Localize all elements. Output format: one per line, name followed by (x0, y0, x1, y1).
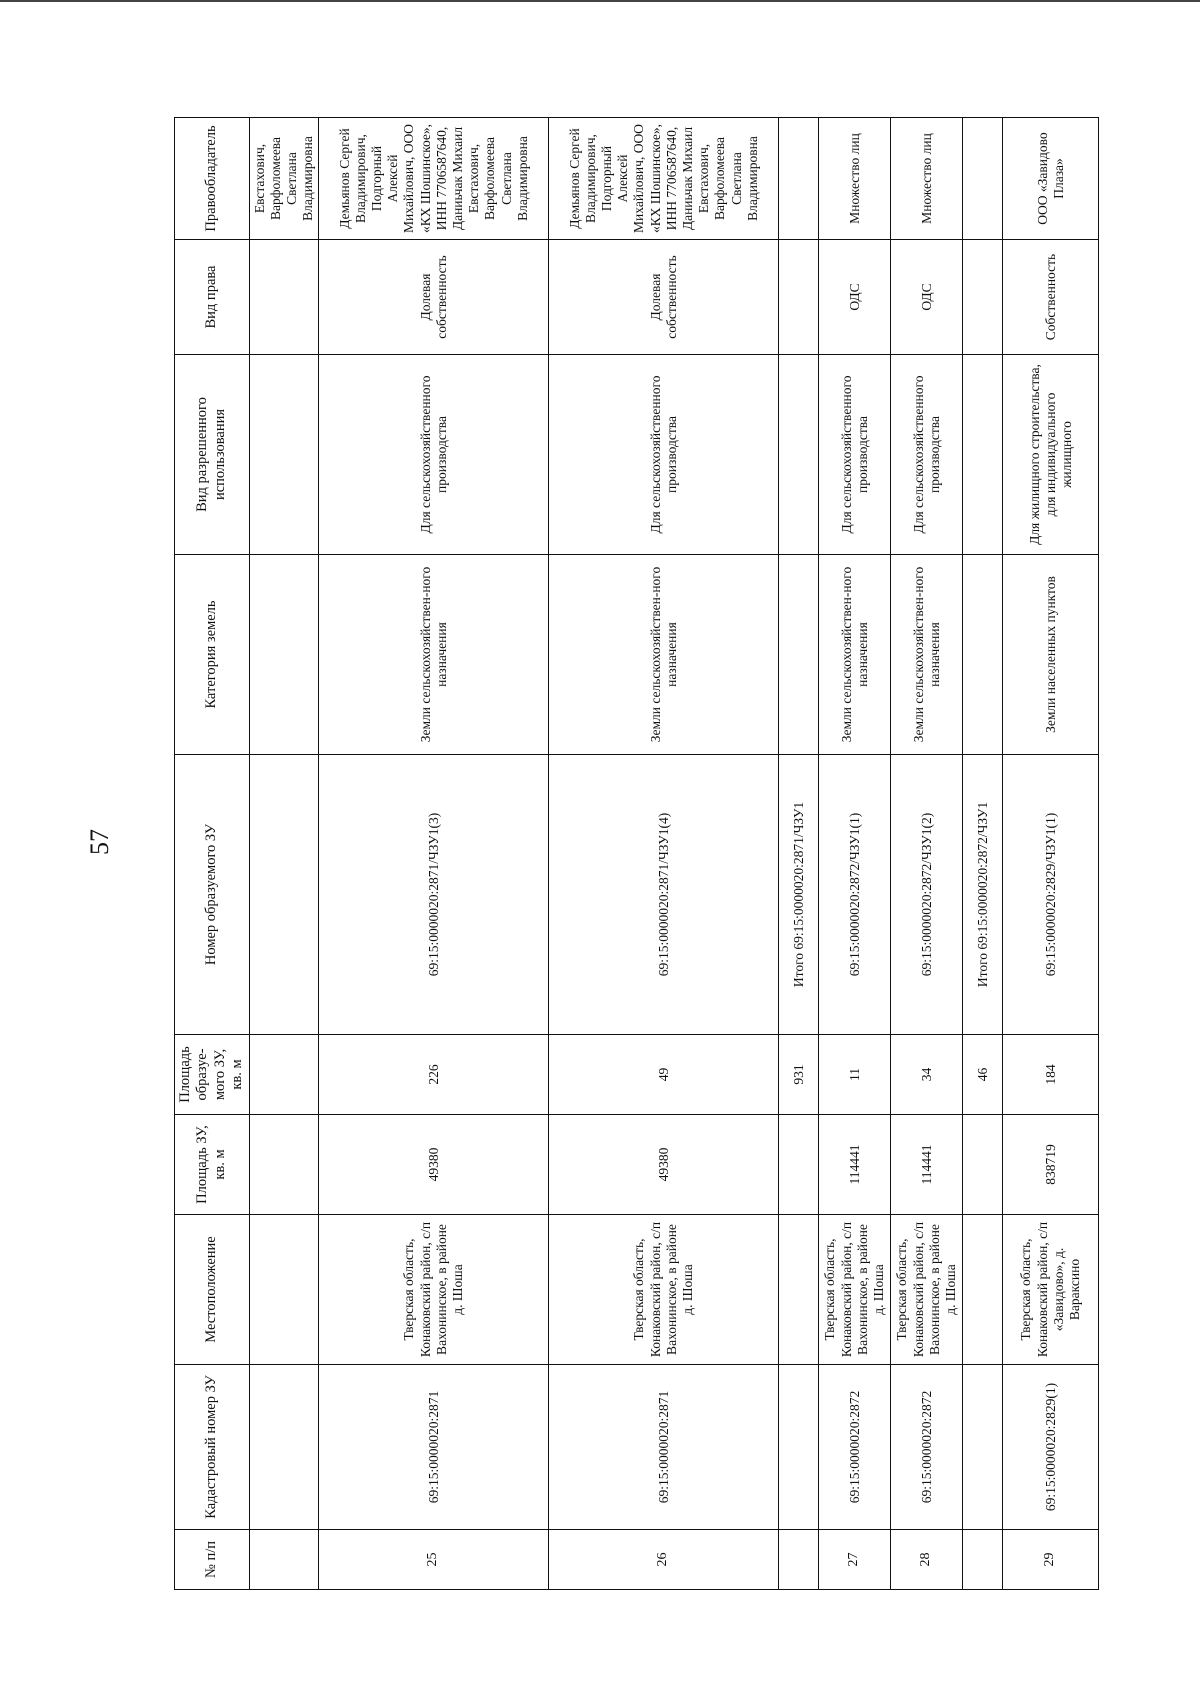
cell-use (249, 355, 319, 555)
cell-new-number: 69:15:0000020:2829/ЧЗУ1(1) (1003, 755, 1099, 1035)
cell-area: 114441 (819, 1115, 891, 1215)
cell-right (779, 240, 819, 355)
header-num: № п/п (175, 1530, 250, 1590)
cell-use: Для сельскохозяйственного производства (819, 355, 891, 555)
cell-num: 28 (891, 1530, 963, 1590)
cell-location (779, 1215, 819, 1365)
cell-num: 26 (549, 1530, 779, 1590)
header-row (175, 118, 250, 1590)
cell-location: Тверская область, Конаковский район, с/п Вахонинское, в районе д. Шоша (819, 1215, 891, 1365)
cell-location: Тверская область, Конаковский район, с/п Вахонинское, в районе д. Шоша (549, 1215, 779, 1365)
header-new-number: Номер образуемого ЗУ (175, 755, 250, 1035)
header-category: Категория земель (175, 555, 250, 755)
cell-cadastral (249, 1365, 319, 1530)
cell-area-new: 11 (819, 1035, 891, 1115)
cell-category (249, 555, 319, 755)
cell-num (779, 1530, 819, 1590)
cell-right (249, 240, 319, 355)
header-area-new: Площадь образуе-мого ЗУ, кв. м (175, 1035, 250, 1115)
cell-owner: Демьянов Сергей Владимирович, Подгорный Алексей Михайлович, ООО «КХ Шошинское», ИНН 7706587640, Даниьчак Михаил Евстахович, Варфоломеева Светлана Владимировна (549, 118, 779, 240)
cell-cadastral: 69:15:0000020:2871 (319, 1365, 549, 1530)
cell-area-new (249, 1035, 319, 1115)
cell-use: Для жилищного строительства, для индивидуального жилищного (1003, 355, 1099, 555)
cell-location (963, 1215, 1003, 1365)
cell-num: 29 (1003, 1530, 1099, 1590)
header-use: Вид разрешенного использования (175, 355, 250, 555)
cell-area (963, 1115, 1003, 1215)
cell-use (963, 355, 1003, 555)
table-row (249, 118, 319, 1590)
cell-owner: Демьянов Сергей Владимирович, Подгорный Алексей Михайлович, ООО «КХ Шошинское», ИНН 7706587640, Даниьчак Михаил Евстахович, Варфоломеева Светлана Владимировна (319, 118, 549, 240)
cell-owner (779, 118, 819, 240)
cell-area-new: 49 (549, 1035, 779, 1115)
header-area: Площадь ЗУ, кв. м (175, 1115, 250, 1215)
cell-new-number: Итого 69:15:0000020:2871/ЧЗУ1 (779, 755, 819, 1035)
scan-edge (0, 0, 1200, 2)
cell-area: 114441 (891, 1115, 963, 1215)
table-row (1003, 118, 1099, 1590)
cell-right: Долевая собственность (549, 240, 779, 355)
header-owner: Правообладатель (175, 118, 250, 240)
cell-cadastral: 69:15:0000020:2871 (549, 1365, 779, 1530)
cell-location: Тверская область, Конаковский район, с/п «Завидово», д. Вараксино (1003, 1215, 1099, 1365)
cell-new-number: Итого 69:15:0000020:2872/ЧЗУ1 (963, 755, 1003, 1035)
cell-num: 27 (819, 1530, 891, 1590)
cell-area: 49380 (319, 1115, 549, 1215)
cell-right: Долевая собственность (319, 240, 549, 355)
cell-cadastral (779, 1365, 819, 1530)
cell-owner: Евстахович, Варфоломеева Светлана Владимировна (249, 118, 319, 240)
cell-category (963, 555, 1003, 755)
header-location: Местоположение (175, 1215, 250, 1365)
cell-location: Тверская область, Конаковский район, с/п Вахонинское, в районе д. Шоша (891, 1215, 963, 1365)
table-row (819, 118, 891, 1590)
cell-area (779, 1115, 819, 1215)
cell-num (963, 1530, 1003, 1590)
cell-category: Земли сельскохозяйствен-ного назначения (891, 555, 963, 755)
cell-location (249, 1215, 319, 1365)
table-row-total (779, 118, 819, 1590)
cell-right: Собственность (1003, 240, 1099, 355)
cell-right: ОДС (891, 240, 963, 355)
cell-cadastral: 69:15:0000020:2829(1) (1003, 1365, 1099, 1530)
table-row (891, 118, 963, 1590)
land-plots-table (174, 117, 1099, 1590)
table-row (319, 118, 549, 1590)
cell-category: Земли сельскохозяйствен-ного назначения (819, 555, 891, 755)
cell-owner: Множество лиц (819, 118, 891, 240)
cell-area: 49380 (549, 1115, 779, 1215)
page-number: 57 (85, 829, 114, 855)
table-row (549, 118, 779, 1590)
cell-use: Для сельскохозяйственного производства (549, 355, 779, 555)
table-row-total (963, 118, 1003, 1590)
cell-owner: Множество лиц (891, 118, 963, 240)
cell-cadastral (963, 1365, 1003, 1530)
cell-use: Для сельскохозяйственного производства (319, 355, 549, 555)
cell-owner: ООО «Завидово Плаза» (1003, 118, 1099, 240)
cell-num: 25 (319, 1530, 549, 1590)
cell-category: Земли сельскохозяйствен-ного назначения (319, 555, 549, 755)
cell-right: ОДС (819, 240, 891, 355)
cell-category: Земли сельскохозяйствен-ного назначения (549, 555, 779, 755)
cell-area-new: 46 (963, 1035, 1003, 1115)
cell-new-number (249, 755, 319, 1035)
cell-cadastral: 69:15:0000020:2872 (891, 1365, 963, 1530)
cell-use: Для сельскохозяйственного производства (891, 355, 963, 555)
header-cadastral: Кадастровый номер ЗУ (175, 1365, 250, 1530)
cell-new-number: 69:15:0000020:2872/ЧЗУ1(2) (891, 755, 963, 1035)
cell-new-number: 69:15:0000020:2871/ЧЗУ1(3) (319, 755, 549, 1035)
cell-new-number: 69:15:0000020:2872/ЧЗУ1(1) (819, 755, 891, 1035)
land-plots-table-wrapper (174, 118, 1086, 1590)
cell-location: Тверская область, Конаковский район, с/п Вахонинское, в районе д. Шоша (319, 1215, 549, 1365)
cell-area-new: 226 (319, 1035, 549, 1115)
cell-new-number: 69:15:0000020:2871/ЧЗУ1(4) (549, 755, 779, 1035)
cell-area-new: 931 (779, 1035, 819, 1115)
cell-cadastral: 69:15:0000020:2872 (819, 1365, 891, 1530)
cell-area (249, 1115, 319, 1215)
cell-num (249, 1530, 319, 1590)
cell-right (963, 240, 1003, 355)
header-right: Вид права (175, 240, 250, 355)
cell-area: 838719 (1003, 1115, 1099, 1215)
cell-category: Земли населенных пунктов (1003, 555, 1099, 755)
cell-area-new: 34 (891, 1035, 963, 1115)
cell-area-new: 184 (1003, 1035, 1099, 1115)
cell-use (779, 355, 819, 555)
cell-category (779, 555, 819, 755)
cell-owner (963, 118, 1003, 240)
